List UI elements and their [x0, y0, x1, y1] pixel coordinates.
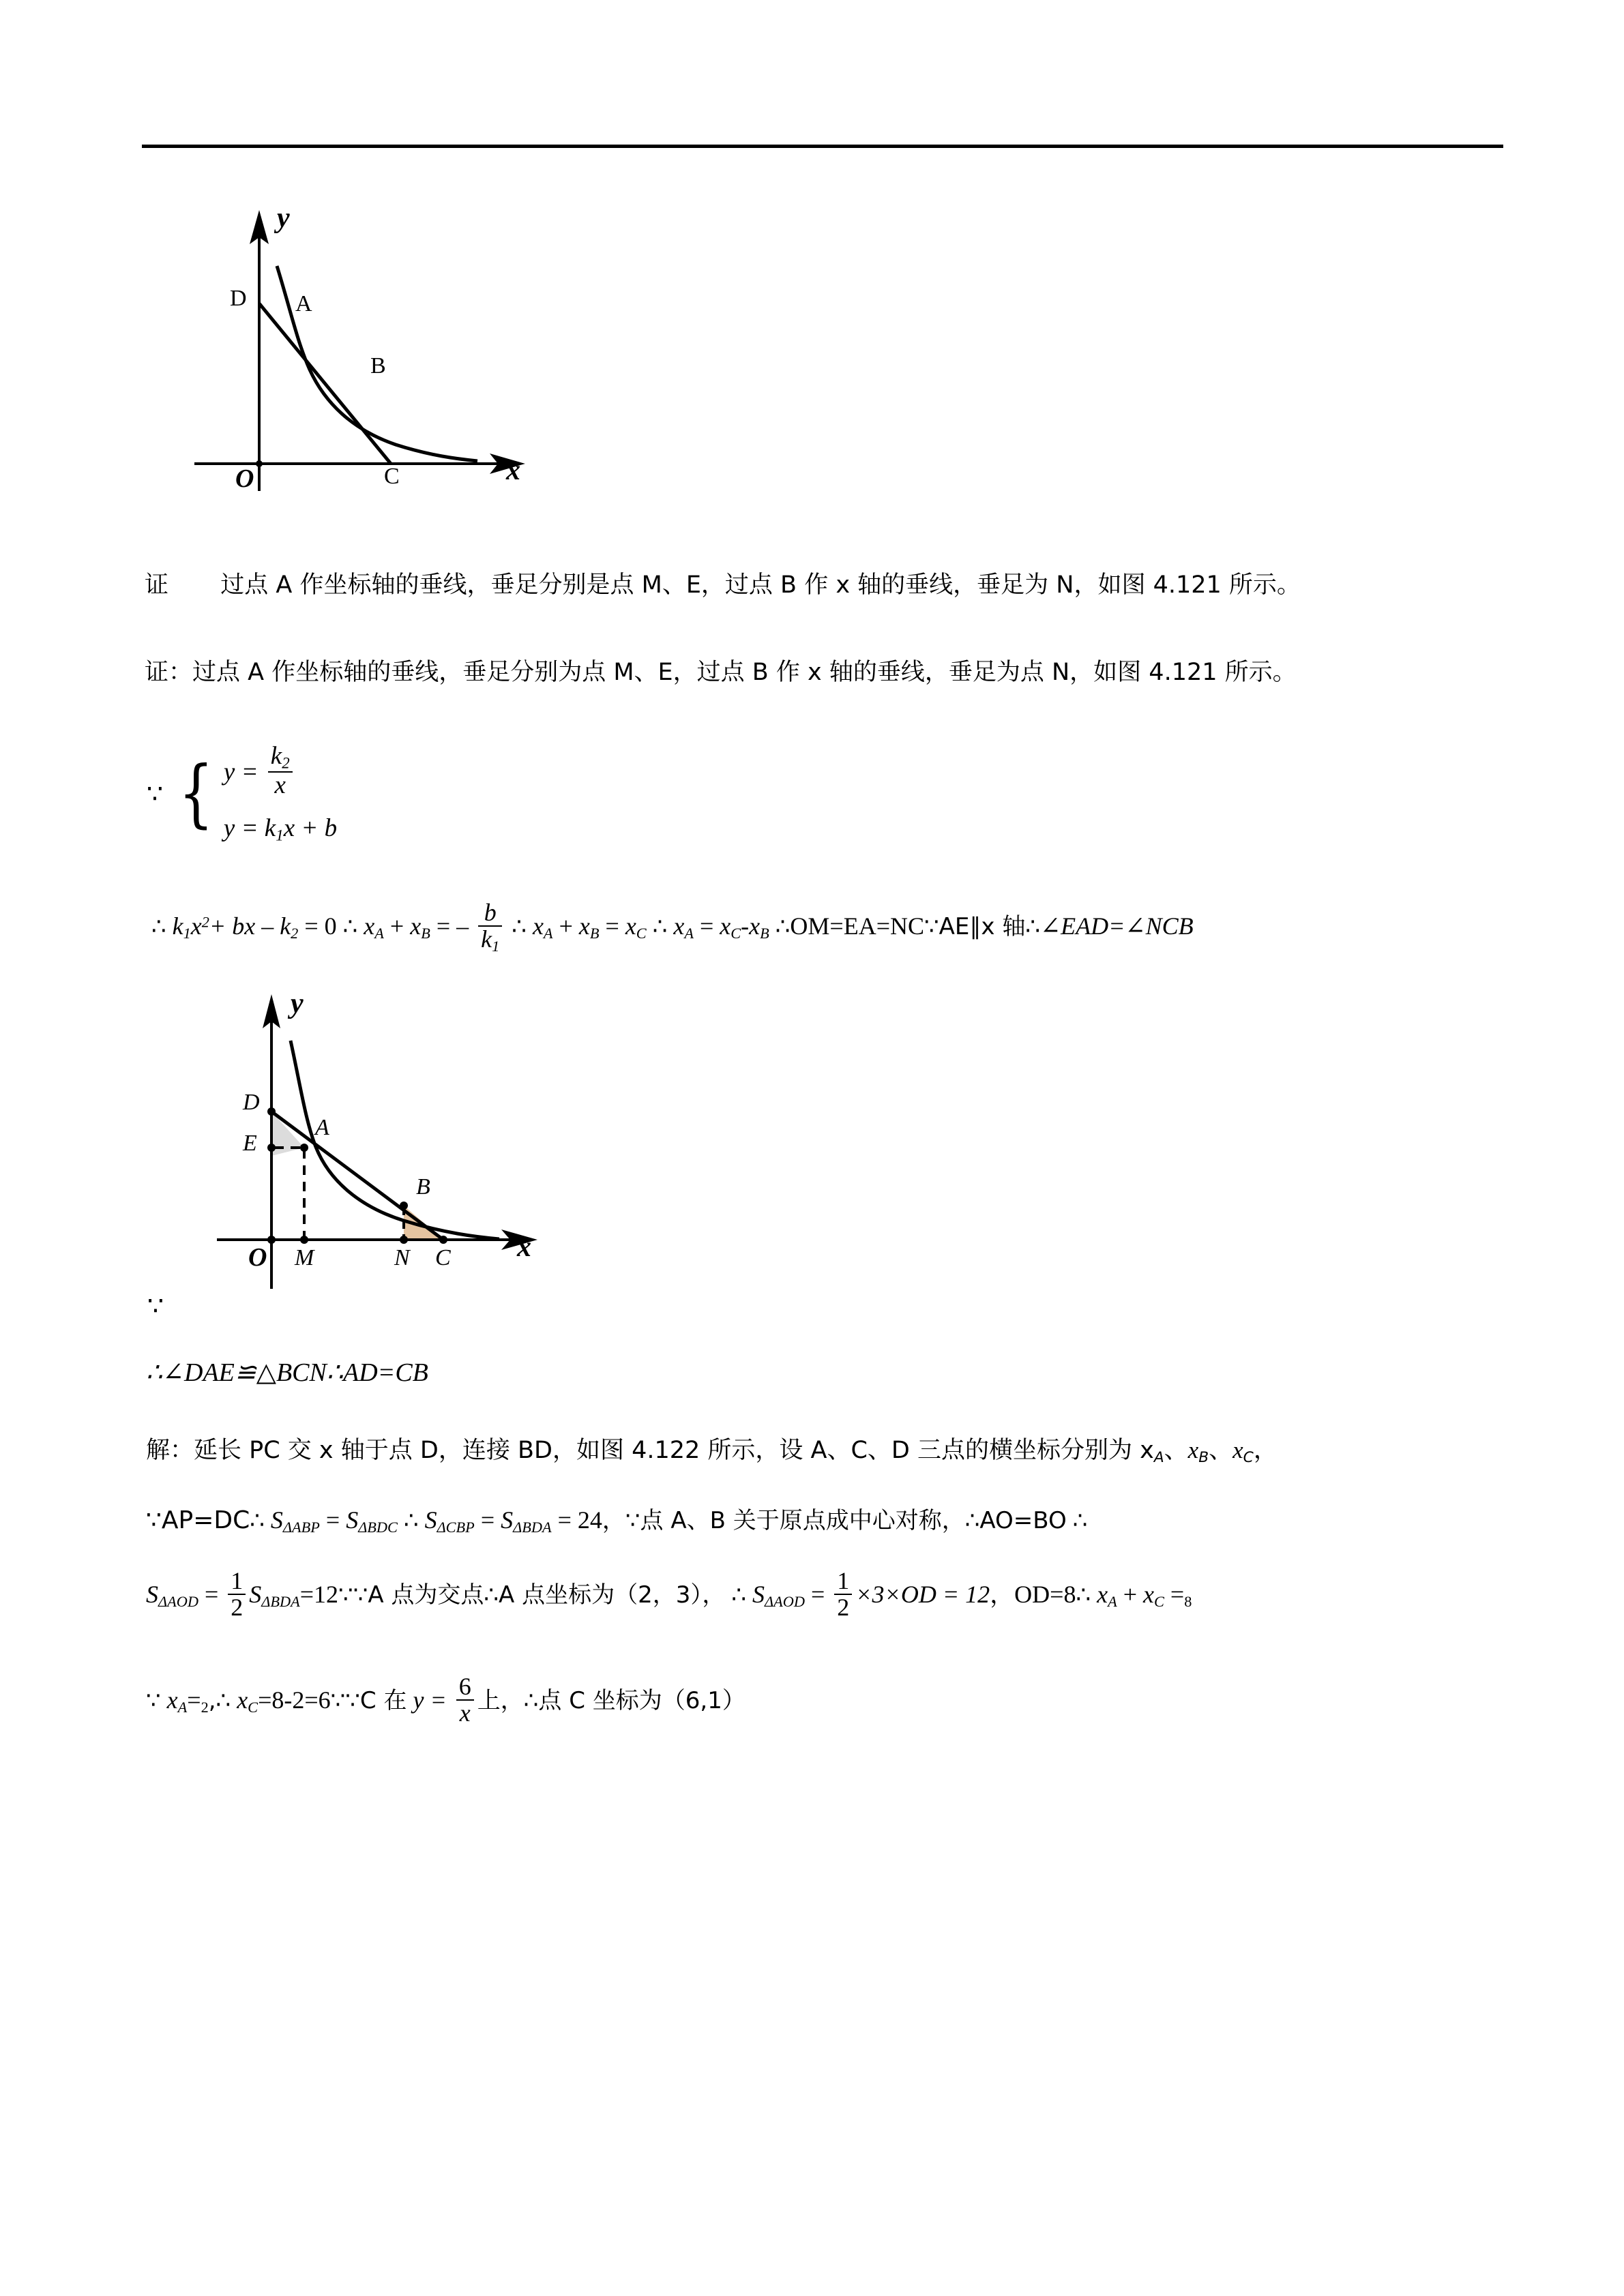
system-eq1-fraction — [268, 743, 293, 799]
sol4-y-eq: y = — [413, 1686, 447, 1714]
sol4-val-2: 2 — [201, 1699, 209, 1716]
sol3-fraction-half-2 — [834, 1568, 852, 1620]
figure-2-point-B: B — [416, 1174, 430, 1199]
sol3-fraction-half — [228, 1568, 246, 1620]
deriv2-xb: x — [578, 912, 590, 940]
sol3-xc: x — [1143, 1581, 1155, 1608]
proof-line-1-marker: 证 — [145, 571, 169, 599]
deriv3-xc-sub: C — [730, 925, 741, 942]
figure-2-point-A: A — [315, 1115, 329, 1140]
figure-4-121-top — [157, 191, 539, 532]
deriv3-eq: = — [699, 912, 714, 940]
deriv2-xa-sub: A — [543, 925, 553, 942]
figure-2-point-M: M — [295, 1245, 314, 1270]
equation-system-block — [147, 743, 337, 844]
sol3-frac2-den: 2 — [834, 1594, 852, 1620]
deriv-angle-eq: ∠EAD=∠NCB — [1039, 912, 1194, 940]
deriv-x: x — [190, 912, 202, 940]
deriv-k1-sub: 1 — [183, 925, 191, 942]
solution-line-3 — [146, 1568, 1192, 1620]
proof-conclusion: ∴∠DAE≌△BCN∴AD=CB — [146, 1358, 428, 1387]
sol2-eq1: = — [325, 1506, 340, 1534]
solution-line-1-end: ， — [1253, 1437, 1278, 1464]
header-rule — [142, 145, 1503, 148]
point-dot-O — [267, 1236, 276, 1244]
deriv-frac-den: $k_1$ — [478, 925, 502, 955]
sol4-because-1: ∵ — [146, 1687, 161, 1714]
deriv-xa-sub: A — [374, 925, 384, 942]
sol4-text-2: 上， — [477, 1687, 524, 1714]
sol4-text-1: ∵C 在 — [345, 1687, 407, 1714]
solution-sep-1: 、 — [1164, 1437, 1188, 1464]
system-eq2-subscript: 1 — [276, 826, 284, 844]
sol2-S3: S — [424, 1506, 437, 1534]
sol3-text-2: ∴A 点坐标为（2，3）， — [484, 1581, 726, 1609]
deriv-xb: x — [410, 912, 422, 940]
figure-2-origin-label: O — [248, 1243, 267, 1272]
derivation-line — [151, 900, 1194, 955]
sol2-therefore-1: ∴ — [250, 1507, 265, 1534]
solution-xb-sub: B — [1198, 1449, 1209, 1467]
sol3-S1-sub: ΔAOD — [158, 1593, 198, 1611]
sol2-S2-sub: ΔBDC — [358, 1519, 398, 1536]
sol4-fraction-6-x — [456, 1674, 474, 1725]
system-eq2-rest: x + b — [283, 814, 338, 842]
sol2-ap-dc: ∵AP=DC — [146, 1506, 250, 1534]
sol3-because-1: ∵ — [338, 1581, 353, 1609]
sol3-S2-sub: ΔBDA — [261, 1593, 300, 1611]
system-rows — [224, 743, 337, 844]
sol2-S2: S — [346, 1506, 359, 1534]
sol3-S3: S — [752, 1581, 765, 1608]
system-eq1-denominator: x — [268, 771, 293, 799]
sol4-therefore-1: ,∴ — [208, 1687, 231, 1714]
proof-line-2-text: 过点 A 作坐标轴的垂线，垂足分别为点 M、E，过点 B 作 x 轴的垂线，垂足为点 N，如图 4.121 所示。 — [192, 659, 1297, 686]
figure-2-point-N: N — [394, 1245, 410, 1270]
sol3-therefore-2: ∴ — [1076, 1581, 1091, 1609]
figure-2-y-label: y — [291, 988, 304, 1019]
because-symbol-standalone: ∵ — [147, 1291, 164, 1321]
sol2-S1: S — [270, 1506, 283, 1534]
system-eq2-lhs: y = k — [223, 814, 276, 842]
figure-1-svg — [157, 191, 539, 532]
sol2-S4-sub: ΔBDA — [513, 1519, 552, 1536]
figure-1-origin-label: O — [235, 464, 254, 493]
system-eq1-numerator: $k_2$ — [270, 742, 290, 772]
figure-1-x-label: x — [506, 455, 520, 486]
proof-line-1-text: 过点 A 作坐标轴的垂线，垂足分别是点 M、E，过点 B 作 x 轴的垂线，垂足为 N，如图 4.121 所示。 — [220, 571, 1301, 599]
solution-xc-sub: C — [1243, 1449, 1254, 1467]
figure-1-point-A: A — [295, 291, 312, 316]
proof-line-2-marker: 证： — [145, 659, 193, 686]
point-dot-D — [267, 1107, 276, 1116]
system-equation-1 — [224, 743, 337, 799]
sol3-S1: S — [146, 1581, 158, 1608]
solution-xa-sub: A — [1153, 1449, 1164, 1467]
system-eq1-lhs: y = — [223, 758, 259, 786]
deriv3-xc: x — [720, 912, 731, 940]
sol2-S1-sub: ΔABP — [282, 1519, 320, 1536]
sol2-S4: S — [501, 1506, 514, 1534]
sol3-eq3: = — [1170, 1581, 1185, 1608]
deriv3-xa-sub: A — [684, 925, 694, 942]
sol3-val-8: 8 — [1184, 1593, 1192, 1611]
deriv3-xb-sub: B — [760, 925, 769, 942]
deriv3-xa: x — [673, 912, 685, 940]
therefore-1: ∴ — [151, 913, 166, 940]
sol2-therefore-2: ∴ — [403, 1507, 419, 1534]
sol3-frac-den: 2 — [228, 1594, 246, 1620]
point-dot-M — [300, 1236, 308, 1244]
deriv-plus-2: + — [559, 912, 573, 940]
deriv-om-ea-nc: OM=EA=NC — [790, 912, 925, 940]
figure-2-x-label: x — [517, 1232, 531, 1263]
solution-x3: x — [1232, 1437, 1243, 1463]
figure-1-point-C: C — [384, 464, 400, 489]
therefore-5: ∴ — [775, 913, 791, 940]
deriv-plus-1: + — [389, 912, 404, 940]
sol4-text-3: ∴点 C 坐标为（6,1） — [523, 1687, 745, 1714]
sol3-eq1: = — [204, 1581, 219, 1608]
figure-2-point-D: D — [243, 1090, 260, 1115]
sol2-eq2: = — [480, 1506, 495, 1534]
deriv-k2-sub: 2 — [291, 925, 299, 942]
deriv3-minus: - — [741, 912, 750, 940]
sol3-val-12: =12 — [299, 1581, 339, 1608]
deriv2-xc-sub: C — [636, 925, 647, 942]
sol3-xa: x — [1097, 1581, 1108, 1608]
solution-line-1 — [146, 1434, 1278, 1467]
solution-marker: 解： — [146, 1437, 194, 1464]
solution-line-1-text: 延长 PC 交 x 轴于点 D，连接 BD，如图 4.122 所示，设 A、C、D 三点的横坐标分别为 x — [194, 1437, 1154, 1464]
therefore-6: ∴ — [1025, 913, 1040, 940]
sol3-text-1: ∵A 点为交点 — [353, 1581, 484, 1609]
sol2-symmetry-text: ，∵点 A、B 关于原点成中心对称，∴AO=BO — [602, 1507, 1067, 1534]
proof-line-1 — [145, 569, 1301, 601]
sol4-xa-sub: A — [177, 1699, 188, 1716]
sol4-xc-sub: C — [248, 1699, 259, 1716]
system-equation-2 — [224, 814, 337, 844]
sol4-xc: x — [237, 1686, 248, 1714]
solution-line-2 — [146, 1504, 1087, 1538]
therefore-4: ∴ — [652, 913, 668, 940]
figure-2-point-E: E — [243, 1131, 257, 1156]
deriv-fraction-b-k1 — [478, 900, 502, 955]
figure-2-point-C: C — [435, 1245, 451, 1270]
because-symbol-system: ∵ — [147, 778, 164, 809]
sol3-xc-sub: C — [1154, 1593, 1164, 1611]
sol2-therefore-3: ∴ — [1072, 1507, 1088, 1534]
solution-line-4 — [146, 1674, 745, 1725]
system-brace: { — [178, 750, 214, 836]
figure-4-121-bottom — [191, 975, 573, 1302]
deriv-k1: k — [172, 912, 183, 940]
sol3-frac2-num: 1 — [837, 1567, 850, 1594]
sol3-therefore-1: ∴ — [731, 1581, 746, 1609]
deriv-eq-zero: = 0 — [304, 912, 337, 940]
solution-x2: x — [1187, 1437, 1199, 1463]
origin-dot — [256, 460, 263, 467]
deriv2-xc: x — [625, 912, 636, 940]
sol3-eq2: = — [810, 1581, 825, 1608]
sol3-frac-num: 1 — [231, 1567, 243, 1594]
deriv-tail: + bx – k — [209, 912, 291, 940]
sol4-eq2: =8-2=6 — [258, 1686, 331, 1714]
deriv-frac-num: b — [484, 899, 497, 926]
point-dot-B — [400, 1202, 408, 1210]
deriv-ae-parallel: AE∥x 轴 — [939, 913, 1026, 940]
deriv-x-power: 2 — [201, 913, 209, 931]
point-dot-N — [400, 1236, 408, 1244]
sol4-frac-den: x — [456, 1699, 474, 1726]
sol4-because-2: ∵ — [330, 1687, 346, 1714]
figure-1-point-D: D — [230, 286, 247, 311]
proof-line-2 — [145, 657, 1297, 689]
point-dot-E — [267, 1144, 276, 1152]
therefore-3: ∴ — [512, 913, 527, 940]
sol3-S2: S — [249, 1581, 262, 1608]
line-DC — [259, 303, 391, 464]
sol2-val-24: = 24 — [557, 1506, 602, 1534]
sol3-od-value: ，OD=8 — [990, 1581, 1076, 1608]
sol3-od-expr: ×3×OD = 12 — [855, 1581, 990, 1608]
sol4-xa: x — [166, 1686, 178, 1714]
deriv-eq-negfrac: = – — [436, 912, 469, 940]
deriv2-xa: x — [532, 912, 544, 940]
figure-1-point-B: B — [370, 353, 386, 378]
sol3-xa-sub: A — [1108, 1593, 1117, 1611]
point-dot-A — [300, 1144, 308, 1152]
sol3-S3-sub: ΔAOD — [765, 1593, 805, 1611]
sol2-S3-sub: ΔCBP — [437, 1519, 475, 1536]
point-dot-C — [439, 1236, 447, 1244]
deriv-xb-sub: B — [421, 925, 430, 942]
deriv3-xb: x — [749, 912, 761, 940]
sol4-frac-num: 6 — [458, 1673, 471, 1700]
deriv-xa: x — [364, 912, 375, 940]
because-ae: ∵ — [924, 913, 939, 940]
sol4-eq1: = — [187, 1686, 201, 1714]
deriv2-xb-sub: B — [589, 925, 600, 942]
figure-1-y-label: y — [277, 203, 290, 234]
deriv2-eq: = — [605, 912, 619, 940]
therefore-2: ∴ — [342, 913, 358, 940]
solution-sep-2: 、 — [1209, 1437, 1233, 1464]
sol3-plus: + — [1123, 1581, 1138, 1608]
